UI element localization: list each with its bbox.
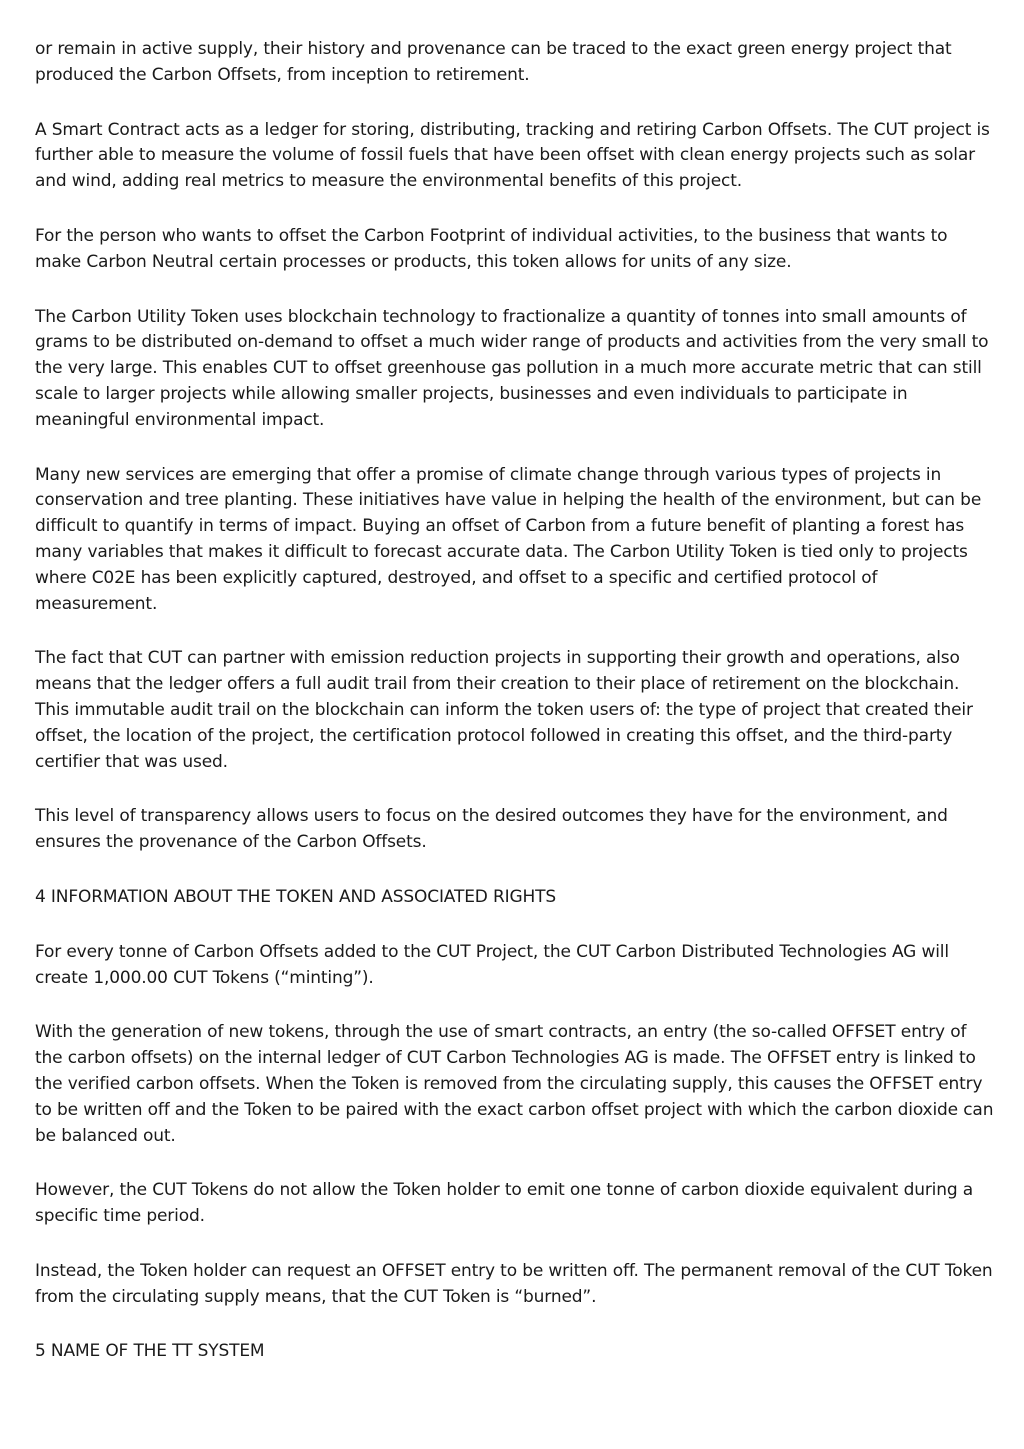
paragraph-transparency: This level of transparency allows users to focus on the desired outcomes they have for the environment, and ensures the provenance of the Carbon Offsets. bbox=[35, 806, 948, 853]
paragraph-emission-rights: However, the CUT Tokens do not allow the Token holder to emit one tonne of carbon dioxide equivalent during a specific time period. bbox=[35, 1180, 974, 1227]
paragraph-offset-entry: With the generation of new tokens, through the use of smart contracts, an entry (the so-called OFFSET entry of the carbon offsets) on the internal ledger of CUT Carbon Technologies AG is made. The OFFSET entry is linked to the verified carbon offsets. When the Token is removed from the circulating supply, this causes the OFFSET entry to be written off and the Token to be paired with the exact carbon offset project with which the carbon dioxide can be balanced out. bbox=[35, 1022, 994, 1146]
paragraph-smart-contract: A Smart Contract acts as a ledger for storing, distributing, tracking and retiring Carbon Offsets. The CUT project is further able to measure the volume of fossil fuels that have been offset with clean energy projects such as solar and wind, adding real metrics to measure the environmental benefits of this project. bbox=[35, 119, 990, 192]
paragraph-audit-trail: The fact that CUT can partner with emission reduction projects in supporting their growth and operations, also means that the ledger offers a full audit trail from their creation to their place of retirement on the blockchain. This immutable audit trail on the blockchain can inform the token users of: the type of project that created their offset, the location of the project, the certification protocol followed in creating this offset, and the third-party certifier that was used. bbox=[35, 648, 973, 772]
paragraph-fractionalize: The Carbon Utility Token uses blockchain technology to fractionalize a quantity of tonnes into small amounts of grams to be distributed on-demand to offset a much wider range of products and activities from the very small to the very large. This enables CUT to offset greenhouse gas pollution in a much more accurate metric that can still scale to larger projects while allowing smaller projects, businesses and even individuals to participate in meaningful environmental impact. bbox=[35, 306, 989, 430]
section-heading-tt-system: 5 NAME OF THE TT SYSTEM bbox=[35, 1341, 265, 1362]
paragraph-carbon-footprint: For the person who wants to offset the Carbon Footprint of individual activities, to the business that wants to make Carbon Neutral certain processes or products, this token allows for units of any size. bbox=[35, 225, 948, 272]
section-heading-token-rights: 4 INFORMATION ABOUT THE TOKEN AND ASSOCIATED RIGHTS bbox=[35, 886, 557, 907]
paragraph-burning: Instead, the Token holder can request an OFFSET entry to be written off. The permanent removal of the CUT Token from the circulating supply means, that the CUT Token is “burned”. bbox=[35, 1260, 993, 1307]
paragraph-minting: For every tonne of Carbon Offsets added to the CUT Project, the CUT Carbon Distributed Technologies AG will create 1,000.00 CUT Tokens (“minting”). bbox=[35, 941, 949, 988]
paragraph-new-services: Many new services are emerging that offer a promise of climate change through various types of projects in conservation and tree planting. These initiatives have value in helping the health of the environment, but can be difficult to quantify in terms of impact. Buying an offset of Carbon from a future benefit of planting a forest has many variables that makes it difficult to forecast accurate data. The Carbon Utility Token is tied only to projects where C02E has been explicitly captured, destroyed, and offset to a specific and certified protocol of measurement. bbox=[35, 464, 982, 614]
document-page bbox=[35, 37, 995, 1394]
paragraph-provenance: or remain in active supply, their history and provenance can be traced to the exact green energy project that produced the Carbon Offsets, from inception to retirement. bbox=[35, 39, 952, 85]
